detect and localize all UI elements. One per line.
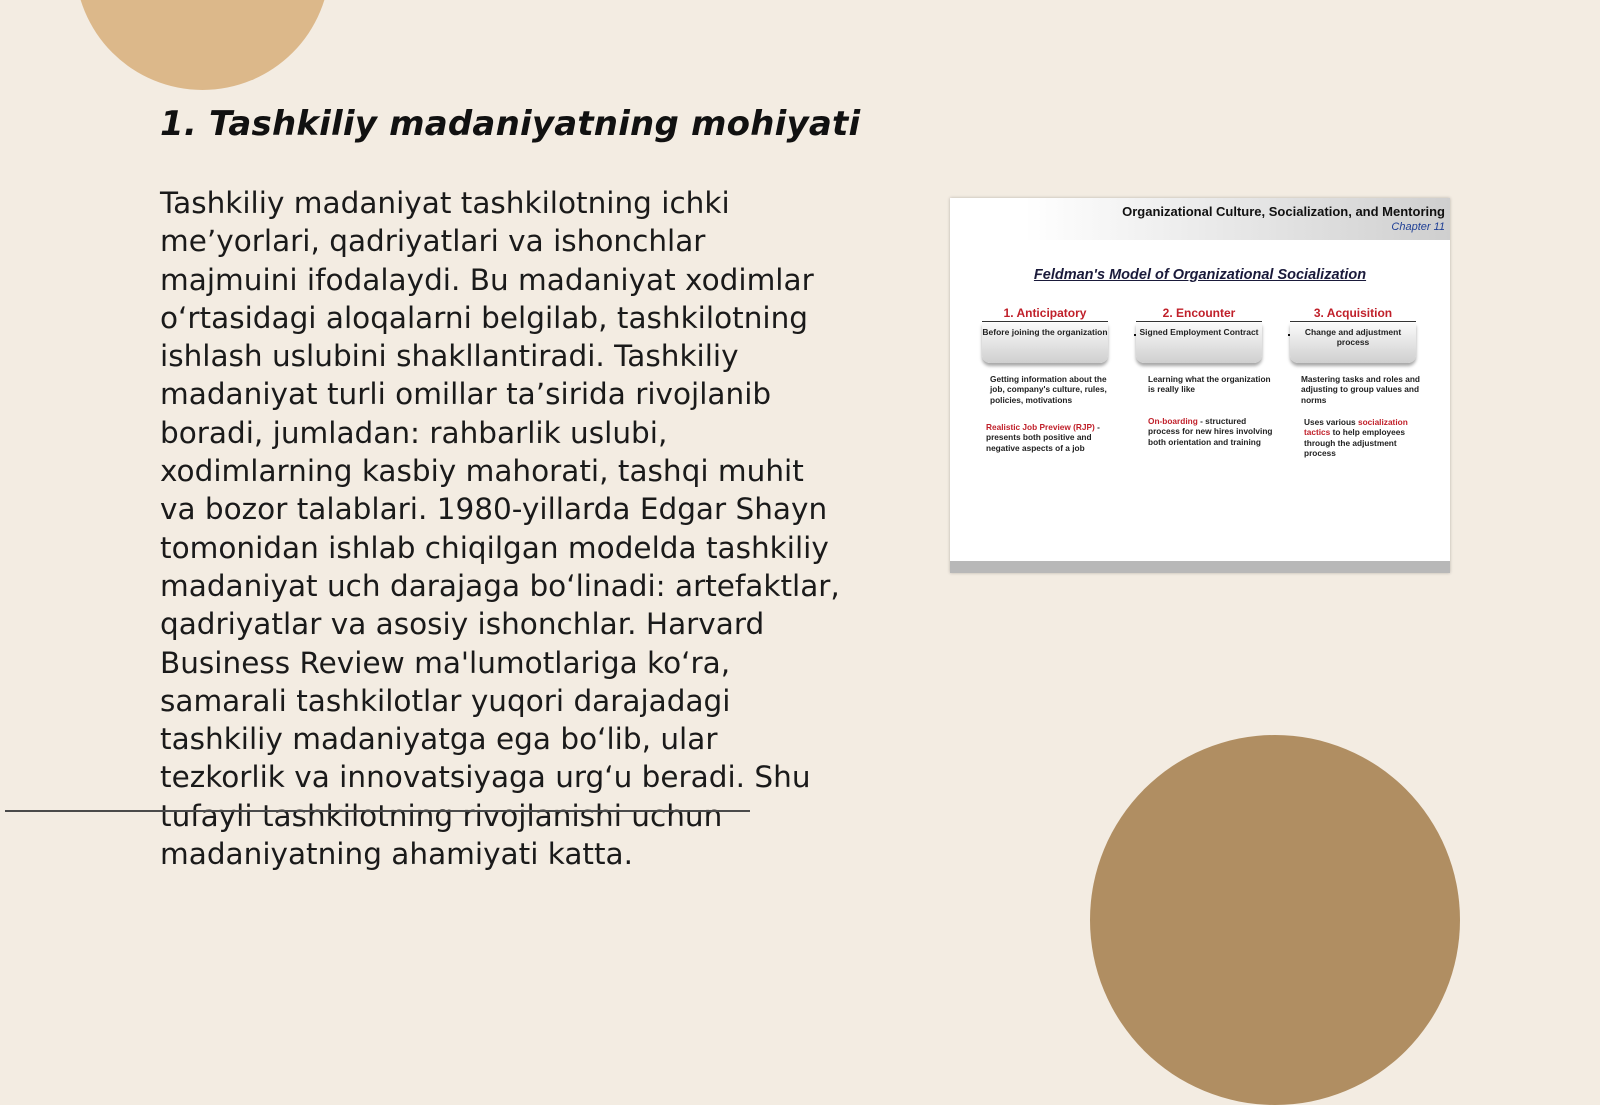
stage-description: Mastering tasks and roles and adjusting to group values and norms bbox=[1301, 374, 1420, 405]
stage-title: 1. Anticipatory bbox=[982, 306, 1108, 322]
embedded-slide-image bbox=[950, 198, 1450, 573]
slide-header-bar bbox=[950, 198, 1450, 240]
decorative-circle-top bbox=[75, 0, 330, 90]
slide-header-chapter: Chapter 11 bbox=[1391, 221, 1445, 233]
stage-note-text: - structured process for new hires involving both orientation and training bbox=[1148, 416, 1273, 447]
stage-note-text: to help employees through the adjustment process bbox=[1304, 427, 1405, 459]
stage-box: Change and adjustment process bbox=[1290, 323, 1416, 363]
stage-description: Learning what the organization is really like bbox=[1148, 374, 1271, 395]
slide-footer-bar bbox=[950, 561, 1450, 573]
stage-note-highlight: On-boarding bbox=[1148, 416, 1198, 426]
slide-heading: 1. Tashkiliy madaniyatning mohiyati bbox=[160, 104, 861, 144]
stage-anticipatory bbox=[982, 306, 1108, 363]
stage-description: Getting information about the job, company's culture, rules, policies, motivations bbox=[990, 374, 1107, 405]
stage-note-highlight: socialization tactics bbox=[1304, 417, 1408, 438]
stage-box: Before joining the organization bbox=[982, 323, 1108, 363]
stage-box: Signed Employment Contract bbox=[1136, 323, 1262, 363]
slide-header-title: Organizational Culture, Socialization, and Mentoring bbox=[1122, 204, 1445, 219]
model-title: Feldman's Model of Organizational Socialization bbox=[1033, 267, 1367, 283]
stage-note-highlight: Realistic Job Preview (RJP) bbox=[986, 422, 1095, 432]
stage-title: 3. Acquisition bbox=[1290, 306, 1416, 322]
stage-note bbox=[986, 422, 1111, 453]
stage-title: 2. Encounter bbox=[1136, 306, 1262, 322]
horizontal-divider bbox=[5, 810, 750, 812]
stage-note bbox=[1148, 416, 1273, 447]
decorative-circle-bottom bbox=[1090, 735, 1460, 1105]
stage-note-text: Uses various bbox=[1304, 417, 1356, 427]
stage-note-text: - presents both positive and negative aspects of a job bbox=[986, 422, 1100, 453]
stage-encounter bbox=[1136, 306, 1262, 363]
body-paragraph: Tashkiliy madaniyat tashkilotning ichki me’yorlari, qadriyatlari va ishonchlar majmuini ifodalaydi. Bu madaniyat xodimlar o‘rtasidagi aloqalarni belgilab, tashkilotning ishlash uslubini shakllantiradi. Tashkiliy madaniyat turli omillar ta’sirida rivojlanib boradi, jumladan: rahbarlik uslubi, xodimlarning kasbiy mahorati, tashqi muhit va bozor talablari. 1980-yillarda Edgar Shayn tomonidan ishlab chiqilgan modelda tashkiliy madaniyat uch darajaga bo‘linadi: artefaktlar, qadriyatlar va asosiy ishonchlar. Harvard Business Review ma'lumotlariga ko‘ra, samarali tashkilotlar yuqori darajadagi tashkiliy madaniyatga ega bo‘lib, ular tezkorlik va innovatsiyaga urg‘u beradi. Shu tufayli tashkilotning rivojlanishi uchun madaniyatning ahamiyati katta. bbox=[160, 186, 840, 872]
stage-note bbox=[1304, 417, 1429, 459]
stage-acquisition bbox=[1290, 306, 1416, 363]
